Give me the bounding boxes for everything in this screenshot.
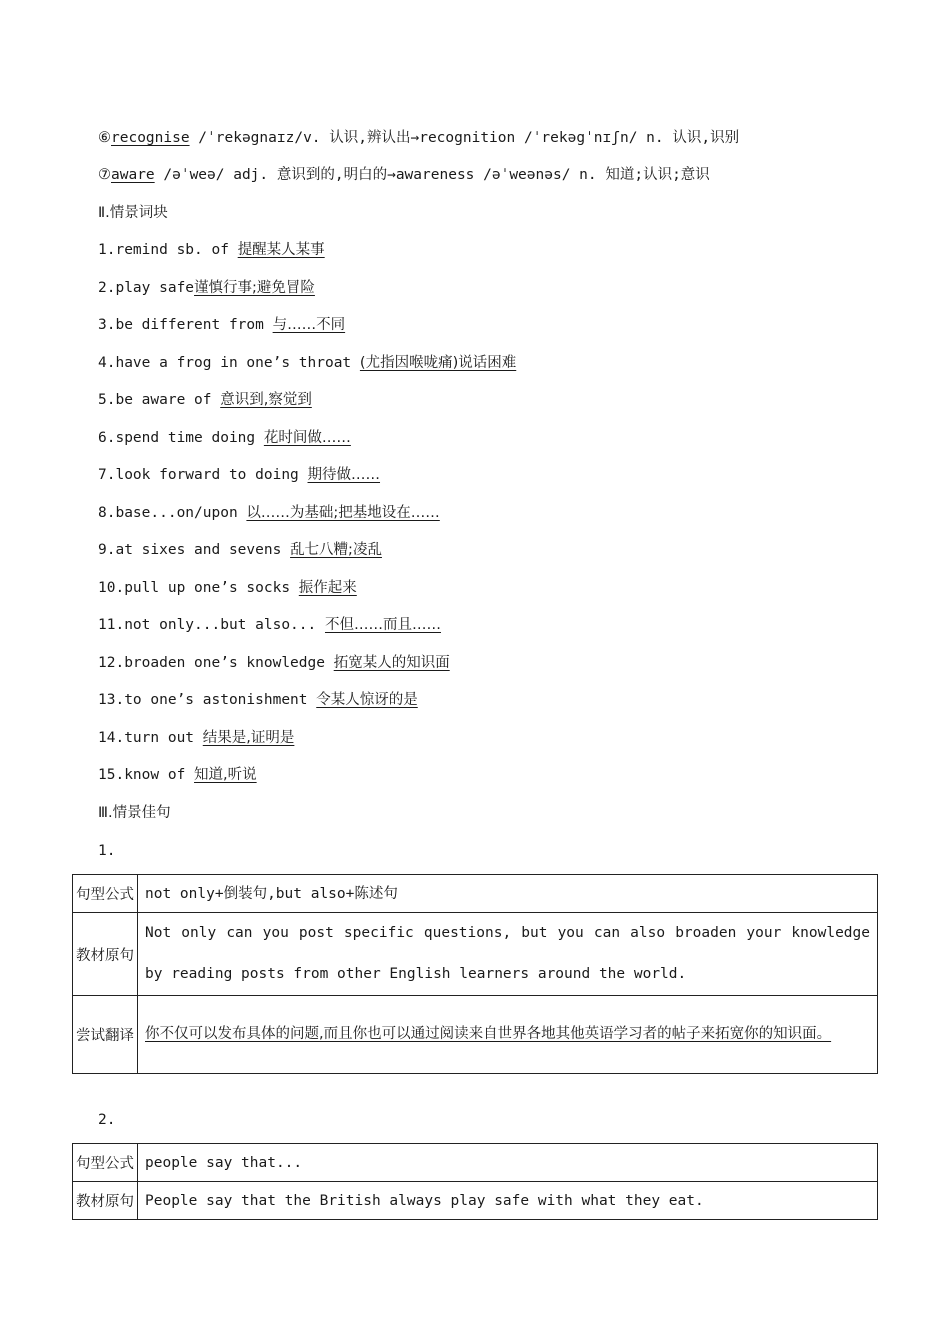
phrase-english: 10.pull up one’s socks [98,580,299,596]
phrase-item [98,315,345,335]
phrase-item [98,540,382,560]
phrase-english: 1.remind sb. of [98,242,238,258]
row-label: 教材原句 [73,913,138,996]
phrase-english: 6.spend time doing [98,430,264,446]
table-row [73,996,878,1074]
sentence-table-2 [72,1143,878,1220]
vocab-item-recognise [98,128,739,148]
phrase-english: 11.not only...but also... [98,617,325,633]
phrase-english: 14.turn out [98,730,203,746]
vocab-number: ⑦ [98,167,111,183]
vocab-item-aware [98,165,710,185]
row-label: 句型公式 [73,1144,138,1182]
phrase-chinese: (尤指因喉咙痛)说话困难 [359,355,517,371]
vocab-definition: /əˈweə/ adj. 意识到的,明白的→awareness /əˈweənəs/ n. 知道;认识;意识 [154,167,710,183]
vocab-number: ⑥ [98,130,111,146]
phrase-item [98,728,294,748]
phrase-item [98,465,380,485]
phrase-english: 15.know of [98,767,195,783]
row-label: 句型公式 [73,875,138,913]
phrase-english: 2.play safe [98,280,195,296]
phrase-chinese: 期待做…… [307,467,381,483]
phrase-english: 3.be different from [98,317,273,333]
table-row [73,1182,878,1220]
row-value: not only+倒装句,but also+陈述句 [138,875,878,913]
vocab-definition: /ˈrekəgnaɪz/v. 认识,辨认出→recognition /ˈrekəgˈnɪʃn/ n. 认识,识别 [189,130,740,146]
phrase-chinese: 振作起来 [298,580,357,596]
row-label: 尝试翻译 [73,996,138,1074]
phrase-chinese: 花时间做…… [263,430,351,446]
phrase-chinese: 结果是,证明是 [202,730,295,746]
sentence-number: 2. [98,1112,116,1128]
phrase-english: 8.base...on/upon [98,505,247,521]
phrase-chinese: 不但……而且…… [324,617,441,633]
row-value: People say that the British always play safe with what they eat. [138,1182,878,1220]
sentence-table-1 [72,874,878,1074]
phrase-chinese: 与……不同 [272,317,346,333]
phrase-english: 7.look forward to doing [98,467,308,483]
phrase-chinese: 令某人惊讶的是 [316,692,418,708]
phrase-english: 9.at sixes and sevens [98,542,291,558]
phrase-item [98,578,357,598]
phrase-chinese: 谨慎行事;避免冒险 [194,280,315,296]
row-value: Not only can you post specific questions, but you can also broaden your knowledge by reading posts from other English learners around the world. [138,913,878,996]
phrase-english: 12.broaden one’s knowledge [98,655,334,671]
table-row [73,875,878,913]
phrase-english: 5.be aware of [98,392,221,408]
phrase-english: 13.to one’s astonishment [98,692,317,708]
phrase-item [98,240,325,260]
phrase-chinese: 知道,听说 [194,767,257,783]
row-value: 你不仅可以发布具体的问题,而且你也可以通过阅读来自世界各地其他英语学习者的帖子来拓宽你的知识面。 [138,996,878,1074]
phrase-item [98,390,312,410]
phrase-chinese: 乱七八糟;凌乱 [290,542,382,558]
phrase-item [98,278,315,298]
sentence-number: 1. [98,843,116,859]
vocab-word: aware [111,167,155,183]
table-row [73,1144,878,1182]
row-value: people say that... [138,1144,878,1182]
phrase-item [98,690,418,710]
phrase-english: 4.have a frog in one’s throat [98,355,360,371]
phrase-item [98,428,351,448]
section-title-phrases: Ⅱ.情景词块 [98,205,168,221]
row-label: 教材原句 [73,1182,138,1220]
phrase-chinese: 拓宽某人的知识面 [333,655,450,671]
phrase-item [98,765,257,785]
phrase-chinese: 意识到,察觉到 [220,392,312,408]
phrase-chinese: 以……为基础;把基地设在…… [246,505,440,521]
phrase-item [98,653,450,673]
vocab-word: recognise [111,130,190,146]
phrase-chinese: 提醒某人某事 [237,242,325,258]
phrase-item [98,615,441,635]
phrase-item [98,503,440,523]
section-title-sentences: Ⅲ.情景佳句 [98,805,171,821]
table-row [73,913,878,996]
phrase-item [98,353,516,373]
